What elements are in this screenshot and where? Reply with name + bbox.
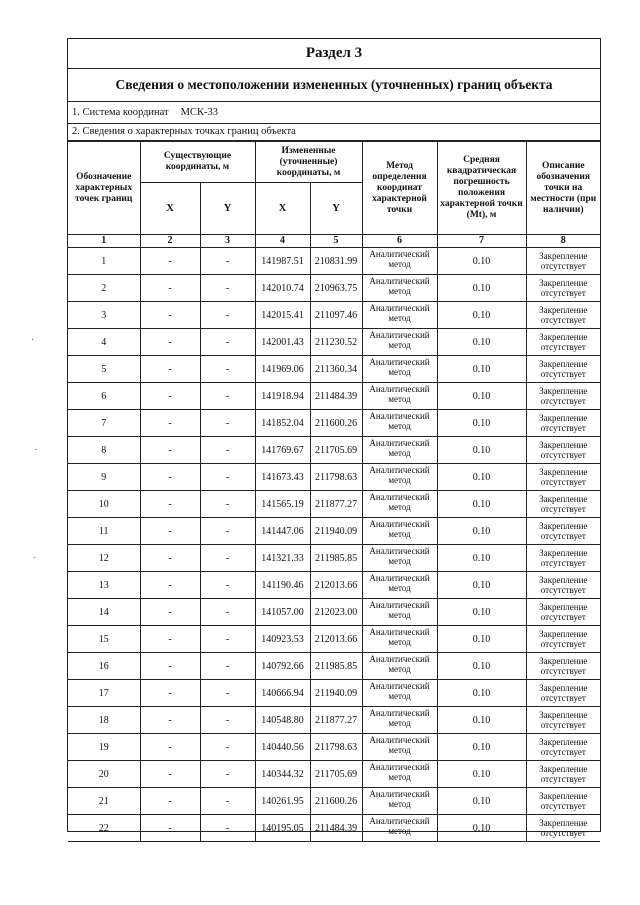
changed-y-cell: 211877.27 [310,491,362,518]
precision-cell: 0.10 [437,599,526,626]
changed-y-cell: 212023.00 [310,599,362,626]
table-row [68,302,600,329]
existing-x-cell: - [140,680,200,707]
existing-x-cell: - [140,275,200,302]
points-caption: 2. Сведения о характерных точках границ объекта [68,124,600,141]
coord-system-row [68,102,600,124]
header-existing-x: X [140,183,200,235]
existing-x-cell: - [140,383,200,410]
table-row [68,653,600,680]
point-number: 16 [68,653,140,680]
existing-y-cell: - [200,653,255,680]
method-cell: Аналитический метод [362,572,437,599]
method-cell: Аналитический метод [362,410,437,437]
description-cell: Закрепление отсутствует [526,788,600,815]
method-cell: Аналитический метод [362,248,437,275]
table-row [68,410,600,437]
existing-y-cell: - [200,680,255,707]
point-number: 5 [68,356,140,383]
changed-y-cell: 211484.39 [310,815,362,842]
changed-x-cell: 142015.41 [255,302,310,329]
description-cell: Закрепление отсутствует [526,491,600,518]
precision-cell: 0.10 [437,761,526,788]
existing-x-cell: - [140,599,200,626]
changed-x-cell: 141987.51 [255,248,310,275]
existing-y-cell: - [200,815,255,842]
header-precision: Средняя квадратическая погрешность положения характерной точки (Mt), м [437,142,526,235]
table-row [68,788,600,815]
changed-y-cell: 211985.85 [310,545,362,572]
method-cell: Аналитический метод [362,707,437,734]
description-cell: Закрепление отсутствует [526,707,600,734]
column-number: 4 [255,235,310,248]
precision-cell: 0.10 [437,680,526,707]
table-row [68,491,600,518]
description-cell: Закрепление отсутствует [526,761,600,788]
header-changed-y: Y [310,183,362,235]
header-description: Описание обозначения точки на местности (при наличии) [526,142,600,235]
precision-cell: 0.10 [437,815,526,842]
changed-x-cell: 141190.46 [255,572,310,599]
precision-cell: 0.10 [437,572,526,599]
changed-x-cell: 142010.74 [255,275,310,302]
existing-y-cell: - [200,626,255,653]
changed-x-cell: 140792.66 [255,653,310,680]
table-row [68,356,600,383]
existing-x-cell: - [140,518,200,545]
existing-y-cell: - [200,275,255,302]
existing-y-cell: - [200,383,255,410]
point-number: 17 [68,680,140,707]
changed-y-cell: 210963.75 [310,275,362,302]
existing-x-cell: - [140,815,200,842]
existing-y-cell: - [200,491,255,518]
changed-y-cell: 211705.69 [310,761,362,788]
section-title: Раздел 3 [68,39,600,69]
description-cell: Закрепление отсутствует [526,626,600,653]
changed-y-cell: 211360.34 [310,356,362,383]
table-row [68,680,600,707]
point-number: 9 [68,464,140,491]
scan-speck: · [33,553,37,564]
precision-cell: 0.10 [437,248,526,275]
changed-x-cell: 140344.32 [255,761,310,788]
existing-y-cell: - [200,599,255,626]
description-cell: Закрепление отсутствует [526,356,600,383]
point-number: 15 [68,626,140,653]
method-cell: Аналитический метод [362,815,437,842]
changed-x-cell: 140923.53 [255,626,310,653]
method-cell: Аналитический метод [362,464,437,491]
existing-x-cell: - [140,788,200,815]
point-number: 21 [68,788,140,815]
description-cell: Закрепление отсутствует [526,275,600,302]
description-cell: Закрепление отсутствует [526,545,600,572]
description-cell: Закрепление отсутствует [526,248,600,275]
existing-x-cell: - [140,356,200,383]
existing-x-cell: - [140,437,200,464]
points-table [68,141,600,842]
method-cell: Аналитический метод [362,302,437,329]
changed-x-cell: 141852.04 [255,410,310,437]
changed-y-cell: 212013.66 [310,626,362,653]
point-number: 12 [68,545,140,572]
existing-y-cell: - [200,788,255,815]
precision-cell: 0.10 [437,518,526,545]
column-number: 1 [68,235,140,248]
point-number: 7 [68,410,140,437]
changed-y-cell: 211877.27 [310,707,362,734]
changed-y-cell: 210831.99 [310,248,362,275]
table-row [68,329,600,356]
document-page [67,38,601,838]
method-cell: Аналитический метод [362,383,437,410]
header-existing-y: Y [200,183,255,235]
description-cell: Закрепление отсутствует [526,410,600,437]
existing-y-cell: - [200,248,255,275]
table-row [68,545,600,572]
changed-x-cell: 141447.06 [255,518,310,545]
header-changed-coords: Измененные (уточненные) координаты, м [255,142,362,183]
description-cell: Закрепление отсутствует [526,437,600,464]
existing-x-cell: - [140,545,200,572]
column-number: 5 [310,235,362,248]
existing-x-cell: - [140,248,200,275]
changed-x-cell: 141565.19 [255,491,310,518]
method-cell: Аналитический метод [362,653,437,680]
changed-x-cell: 140261.95 [255,788,310,815]
existing-y-cell: - [200,734,255,761]
point-number: 18 [68,707,140,734]
description-cell: Закрепление отсутствует [526,572,600,599]
point-number: 4 [68,329,140,356]
description-cell: Закрепление отсутствует [526,599,600,626]
description-cell: Закрепление отсутствует [526,653,600,680]
existing-y-cell: - [200,572,255,599]
precision-cell: 0.10 [437,653,526,680]
existing-x-cell: - [140,410,200,437]
points-table-body [68,248,600,842]
document-subtitle: Сведения о местоположении измененных (уточненных) границ объекта [68,69,600,102]
changed-x-cell: 141673.43 [255,464,310,491]
changed-y-cell: 211230.52 [310,329,362,356]
changed-x-cell: 141769.67 [255,437,310,464]
changed-x-cell: 142001.43 [255,329,310,356]
existing-x-cell: - [140,464,200,491]
precision-cell: 0.10 [437,329,526,356]
point-number: 6 [68,383,140,410]
changed-x-cell: 140666.94 [255,680,310,707]
precision-cell: 0.10 [437,734,526,761]
precision-cell: 0.10 [437,437,526,464]
scan-speck: · [31,335,35,346]
table-row [68,437,600,464]
header-changed-x: X [255,183,310,235]
point-number: 20 [68,761,140,788]
precision-cell: 0.10 [437,275,526,302]
method-cell: Аналитический метод [362,788,437,815]
header-point-id: Обозначение характерных точек границ [68,142,140,235]
precision-cell: 0.10 [437,410,526,437]
changed-y-cell: 211985.85 [310,653,362,680]
changed-y-cell: 211798.63 [310,464,362,491]
coord-system-label: 1. Система координат [72,107,169,118]
method-cell: Аналитический метод [362,491,437,518]
existing-y-cell: - [200,518,255,545]
existing-x-cell: - [140,491,200,518]
method-cell: Аналитический метод [362,545,437,572]
existing-y-cell: - [200,302,255,329]
changed-x-cell: 141057.00 [255,599,310,626]
method-cell: Аналитический метод [362,761,437,788]
description-cell: Закрепление отсутствует [526,815,600,842]
changed-x-cell: 141321.33 [255,545,310,572]
changed-y-cell: 211484.39 [310,383,362,410]
point-number: 11 [68,518,140,545]
changed-x-cell: 140548.80 [255,707,310,734]
point-number: 2 [68,275,140,302]
existing-y-cell: - [200,410,255,437]
precision-cell: 0.10 [437,464,526,491]
changed-y-cell: 211705.69 [310,437,362,464]
existing-x-cell: - [140,707,200,734]
table-row [68,734,600,761]
column-number: 8 [526,235,600,248]
existing-y-cell: - [200,545,255,572]
method-cell: Аналитический метод [362,680,437,707]
description-cell: Закрепление отсутствует [526,383,600,410]
coord-system-value: МСК-33 [180,107,218,118]
existing-y-cell: - [200,356,255,383]
method-cell: Аналитический метод [362,734,437,761]
existing-x-cell: - [140,761,200,788]
scan-speck: · [34,445,38,456]
method-cell: Аналитический метод [362,437,437,464]
point-number: 10 [68,491,140,518]
precision-cell: 0.10 [437,383,526,410]
point-number: 1 [68,248,140,275]
description-cell: Закрепление отсутствует [526,302,600,329]
table-row [68,572,600,599]
description-cell: Закрепление отсутствует [526,464,600,491]
changed-x-cell: 141918.94 [255,383,310,410]
existing-y-cell: - [200,437,255,464]
precision-cell: 0.10 [437,491,526,518]
existing-x-cell: - [140,734,200,761]
changed-x-cell: 140195.05 [255,815,310,842]
changed-y-cell: 211600.26 [310,788,362,815]
column-number-row [68,235,600,248]
method-cell: Аналитический метод [362,626,437,653]
existing-x-cell: - [140,572,200,599]
changed-y-cell: 211798.63 [310,734,362,761]
description-cell: Закрепление отсутствует [526,734,600,761]
column-number: 2 [140,235,200,248]
table-row [68,275,600,302]
precision-cell: 0.10 [437,302,526,329]
table-row [68,383,600,410]
description-cell: Закрепление отсутствует [526,518,600,545]
existing-x-cell: - [140,626,200,653]
description-cell: Закрепление отсутствует [526,329,600,356]
precision-cell: 0.10 [437,626,526,653]
method-cell: Аналитический метод [362,275,437,302]
existing-y-cell: - [200,329,255,356]
table-row [68,248,600,275]
point-number: 8 [68,437,140,464]
table-row [68,626,600,653]
column-number: 7 [437,235,526,248]
existing-y-cell: - [200,761,255,788]
table-row [68,815,600,842]
changed-x-cell: 140440.56 [255,734,310,761]
point-number: 19 [68,734,140,761]
table-row [68,761,600,788]
header-method: Метод определения координат характерной точки [362,142,437,235]
changed-y-cell: 211940.09 [310,518,362,545]
existing-y-cell: - [200,464,255,491]
existing-x-cell: - [140,653,200,680]
table-row [68,599,600,626]
precision-cell: 0.10 [437,707,526,734]
method-cell: Аналитический метод [362,329,437,356]
table-row [68,464,600,491]
changed-y-cell: 211097.46 [310,302,362,329]
point-number: 3 [68,302,140,329]
table-row [68,518,600,545]
changed-y-cell: 211940.09 [310,680,362,707]
changed-x-cell: 141969.06 [255,356,310,383]
precision-cell: 0.10 [437,545,526,572]
precision-cell: 0.10 [437,356,526,383]
changed-y-cell: 212013.66 [310,572,362,599]
method-cell: Аналитический метод [362,518,437,545]
changed-y-cell: 211600.26 [310,410,362,437]
column-number: 3 [200,235,255,248]
precision-cell: 0.10 [437,788,526,815]
column-number: 6 [362,235,437,248]
description-cell: Закрепление отсутствует [526,680,600,707]
point-number: 13 [68,572,140,599]
existing-x-cell: - [140,302,200,329]
point-number: 14 [68,599,140,626]
point-number: 22 [68,815,140,842]
existing-x-cell: - [140,329,200,356]
table-row [68,707,600,734]
header-existing-coords: Существующие координаты, м [140,142,255,183]
method-cell: Аналитический метод [362,356,437,383]
existing-y-cell: - [200,707,255,734]
method-cell: Аналитический метод [362,599,437,626]
